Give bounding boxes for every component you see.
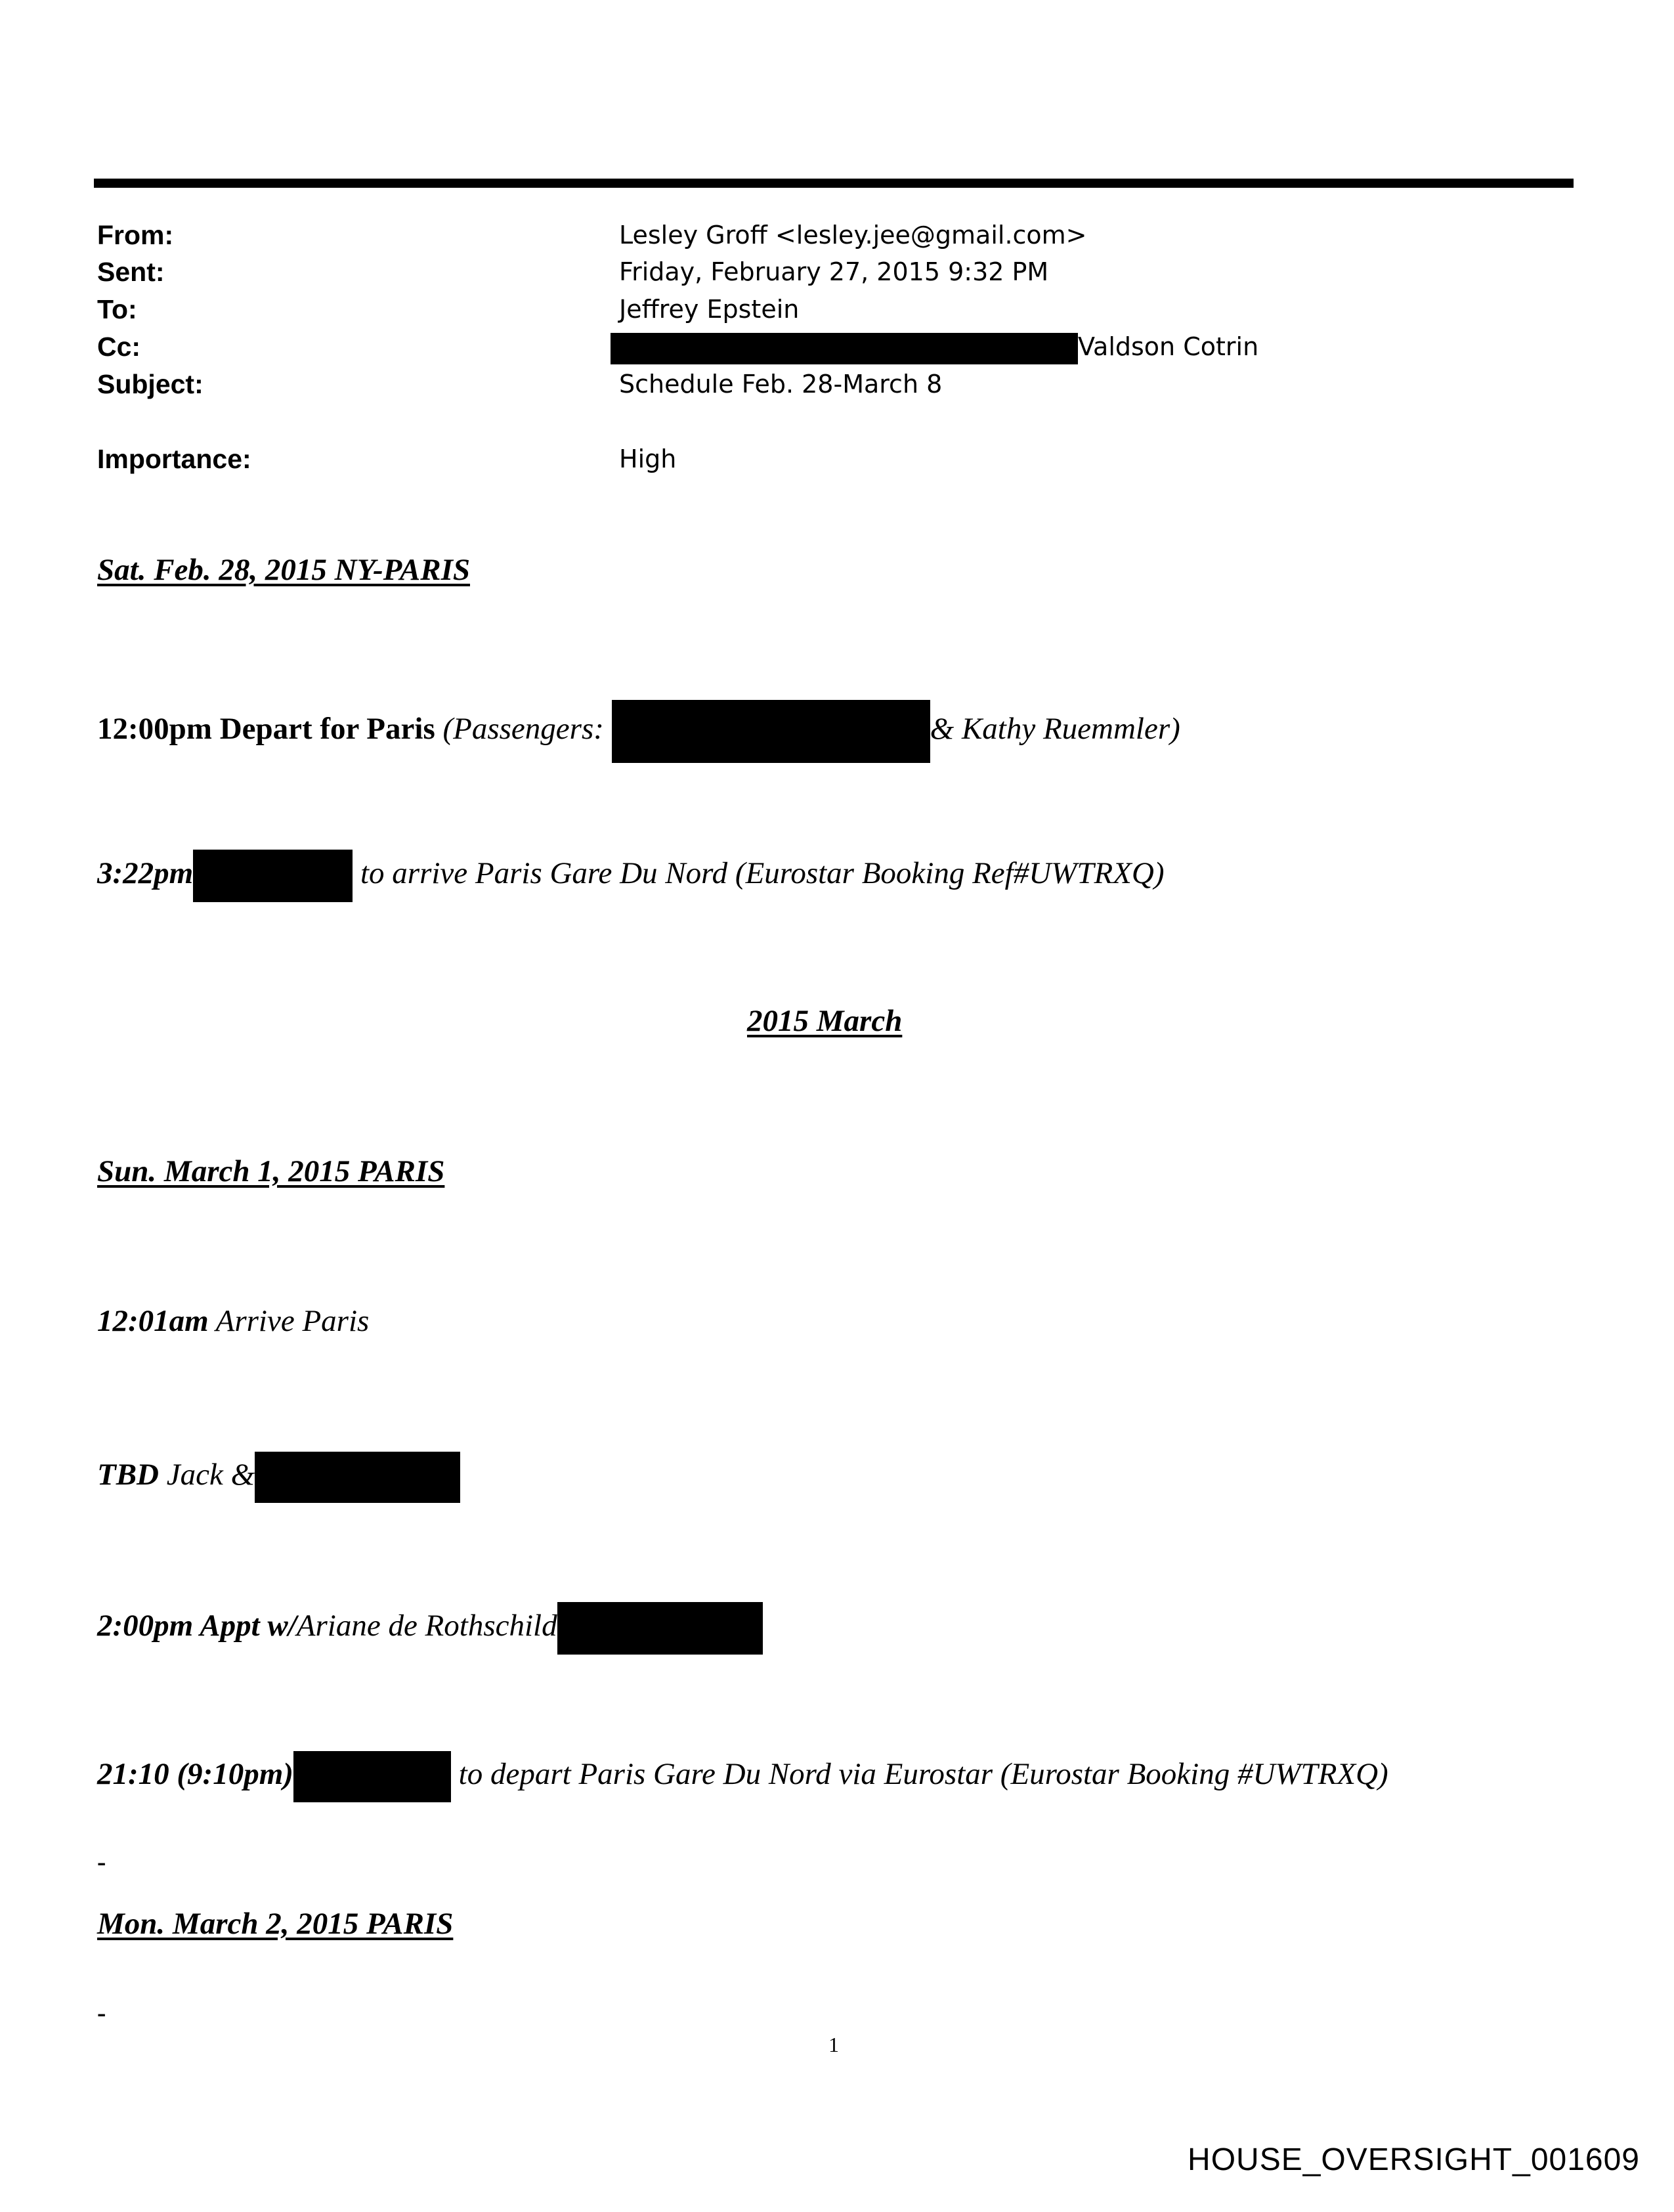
sent-row	[97, 253, 1049, 290]
separator-dash: -	[97, 1847, 106, 1876]
entry-text: Ariane de Rothschild	[296, 1608, 557, 1643]
entry-appt-rothschild	[97, 1602, 763, 1655]
redaction-box	[293, 1751, 451, 1802]
subject-row	[97, 366, 943, 402]
from-label: From:	[97, 220, 174, 250]
entry-text: to depart Paris Gare Du Nord via Eurostar (Eurostar Booking #UWTRXQ)	[450, 1756, 1388, 1791]
day-heading-mar2: Mon. March 2, 2015 PARIS	[97, 1907, 454, 1941]
cc-value-wrap	[611, 328, 1258, 365]
entry-time: 21:10 (9:10pm)	[97, 1756, 293, 1791]
sent-value: Friday, February 27, 2015 9:32 PM	[619, 257, 1049, 286]
separator-dash: -	[97, 1998, 106, 2028]
bates-number: HOUSE_OVERSIGHT_001609	[1188, 2142, 1640, 2177]
to-value: Jeffrey Epstein	[619, 295, 800, 324]
entry-tbd-jack	[97, 1452, 460, 1503]
entry-depart-eurostar	[97, 1751, 1388, 1802]
month-heading: 2015 March	[747, 1004, 903, 1038]
redaction-box	[611, 333, 1078, 364]
importance-row	[97, 441, 677, 477]
entry-arrive-paris	[97, 1301, 369, 1341]
entry-time: 3:22pm	[97, 856, 194, 890]
entry-text: (Passengers:	[435, 711, 612, 746]
to-label: To:	[97, 294, 137, 324]
entry-text: Jack &	[159, 1457, 255, 1492]
redaction-box	[255, 1452, 460, 1503]
entry-time: 12:01am	[97, 1304, 209, 1338]
entry-depart-paris	[97, 700, 1180, 763]
to-row	[97, 291, 800, 328]
entry-time: 12:00pm Depart for Paris	[97, 711, 435, 746]
redaction-box	[193, 850, 353, 902]
from-value: Lesley Groff <lesley.jee@gmail.com>	[619, 221, 1087, 249]
subject-label: Subject:	[97, 369, 204, 399]
from-row	[97, 217, 1087, 253]
entry-time: 2:00pm Appt w/	[97, 1608, 297, 1643]
page-number: 1	[828, 2033, 839, 2056]
sent-label: Sent:	[97, 257, 165, 287]
redaction-box	[612, 700, 930, 763]
importance-label: Importance:	[97, 444, 251, 474]
day-heading-mar1: Sun. March 1, 2015 PARIS	[97, 1154, 445, 1188]
subject-value: Schedule Feb. 28-March 8	[619, 370, 943, 399]
entry-arrive-gare-du-nord	[97, 850, 1164, 902]
entry-time: TBD	[97, 1457, 159, 1492]
entry-text: to arrive Paris Gare Du Nord (Eurostar Booking Ref#UWTRXQ)	[353, 856, 1165, 890]
redaction-box	[557, 1602, 763, 1655]
importance-value: High	[619, 445, 677, 473]
cc-value: Valdson Cotrin	[1078, 332, 1259, 361]
entry-text: Arrive Paris	[208, 1304, 370, 1338]
header-divider	[94, 179, 1574, 188]
cc-label: Cc:	[97, 332, 141, 362]
entry-text: & Kathy Ruemmler)	[930, 711, 1180, 746]
cc-row	[97, 328, 1259, 365]
day-heading-feb28: Sat. Feb. 28, 2015 NY-PARIS	[97, 553, 470, 587]
